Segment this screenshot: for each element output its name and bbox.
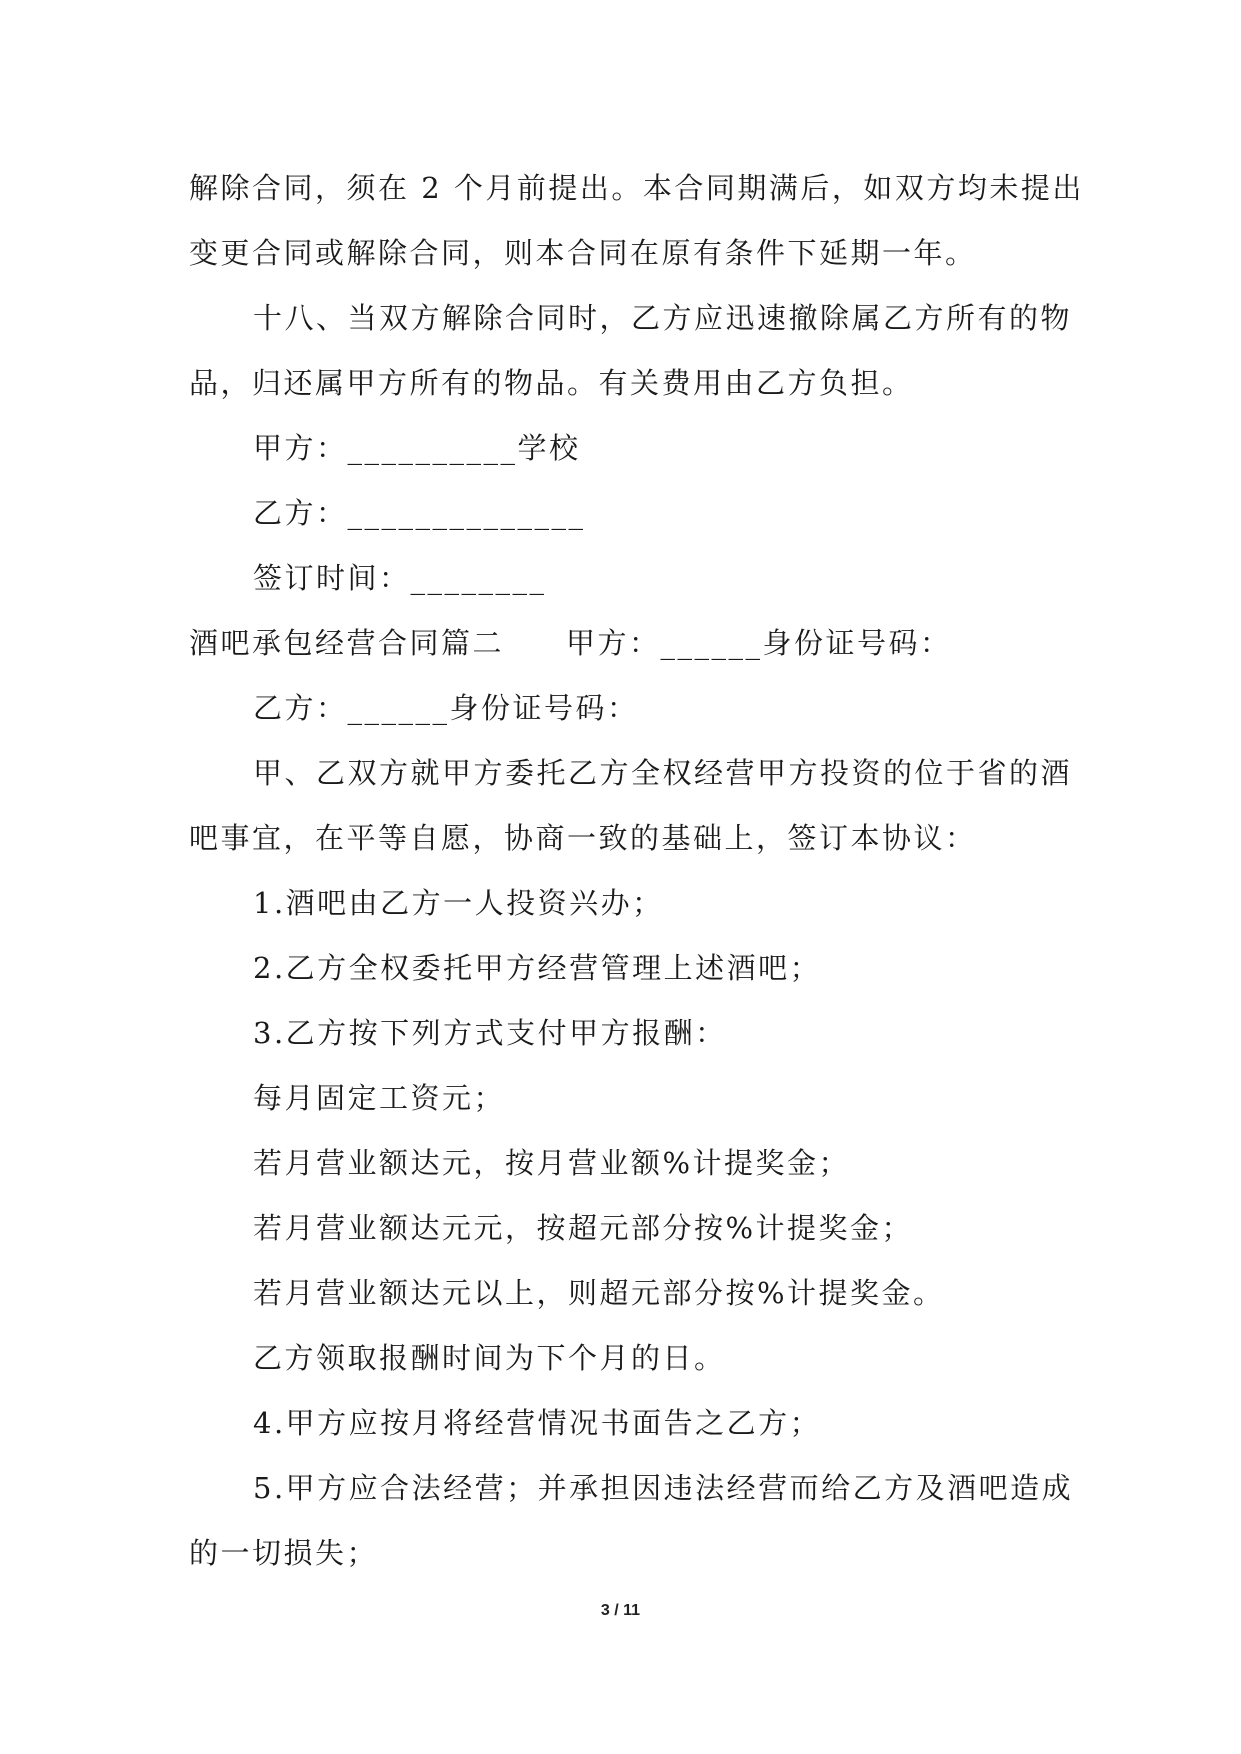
clause-18-line: 十八、当双方解除合同时，乙方应迅速撤除属乙方所有的物 [253, 301, 1073, 335]
list-item: 5.甲方应合法经营；并承担因违法经营而给乙方及酒吧造成 [253, 1471, 1074, 1505]
document-body [189, 156, 1084, 1586]
section-heading-line [189, 611, 1061, 676]
payment-time: 乙方领取报酬时间为下个月的日。 [253, 1341, 726, 1375]
list-item-continuation: 的一切损失； [189, 1536, 379, 1570]
body-line: 解除合同，须在 2 个月前提出。本合同期满后，如双方均未提出 [189, 171, 1084, 205]
payment-term: 每月固定工资元； [253, 1081, 506, 1115]
payment-term: 若月营业额达元以上，则超元部分按%计提奖金。 [253, 1276, 945, 1310]
page-number: 3 / 11 [600, 1602, 641, 1619]
party-a-field: 甲方：__________学校 [253, 431, 581, 465]
party-b-field: 乙方：______________ [253, 496, 586, 530]
intro-line: 甲、乙双方就甲方委托乙方全权经营甲方投资的位于省的酒 [253, 756, 1073, 790]
list-item: 1.酒吧由乙方一人投资兴办； [253, 886, 664, 920]
signing-date-field: 签订时间：________ [253, 561, 547, 595]
section-title: 酒吧承包经营合同篇二 [189, 626, 505, 660]
section-party-a-field: 甲方：______身份证号码： [566, 626, 952, 660]
list-item: 4.甲方应按月将经营情况书面告之乙方； [253, 1406, 822, 1440]
clause-18-line: 品，归还属甲方所有的物品。有关费用由乙方负担。 [189, 366, 914, 400]
section-party-b-field: 乙方：______身份证号码： [253, 691, 639, 725]
payment-term: 若月营业额达元元，按超元部分按%计提奖金； [253, 1211, 914, 1245]
list-item: 3.乙方按下列方式支付甲方报酬： [253, 1016, 727, 1050]
list-item: 2.乙方全权委托甲方经营管理上述酒吧； [253, 951, 822, 985]
payment-term: 若月营业额达元，按月营业额%计提奖金； [253, 1146, 851, 1180]
body-line: 变更合同或解除合同，则本合同在原有条件下延期一年。 [189, 236, 977, 270]
intro-line: 吧事宜，在平等自愿，协商一致的基础上，签订本协议： [189, 821, 977, 855]
